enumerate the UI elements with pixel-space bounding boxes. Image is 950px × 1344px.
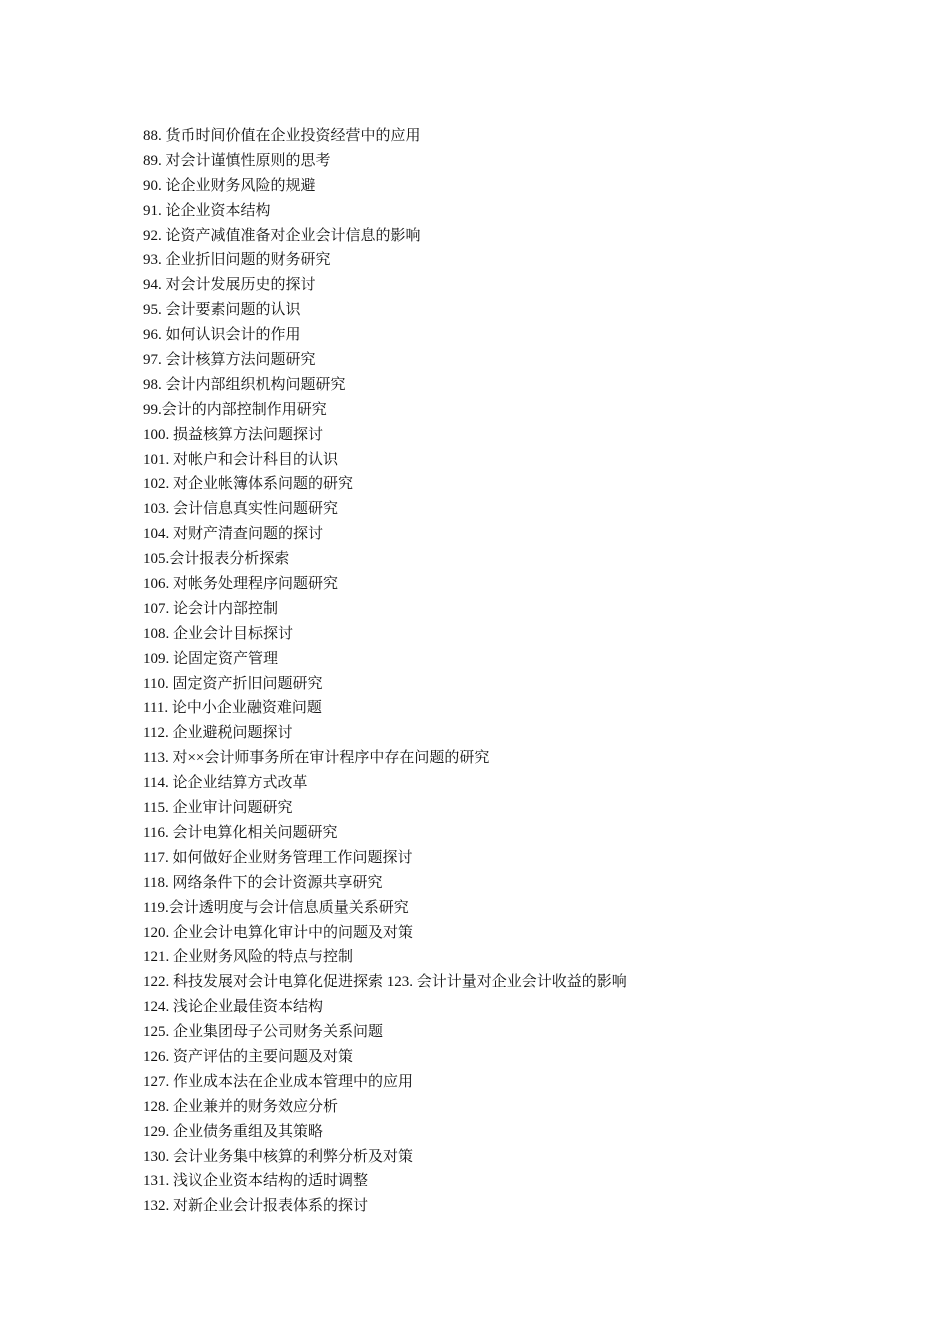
topic-line: 97. 会计核算方法问题研究 xyxy=(143,352,316,369)
topic-line: 88. 货币时间价值在企业投资经营中的应用 xyxy=(143,128,421,144)
topic-line: 131. 浅议企业资本结构的适时调整 xyxy=(143,1173,369,1190)
topic-line: 110. 固定资产折旧问题研究 xyxy=(143,675,323,692)
topic-line: 129. 企业债务重组及其策略 xyxy=(143,1123,324,1140)
topic-line: 105.会计报表分析探索 xyxy=(143,551,290,568)
topic-line: 89. 对会计谨慎性原则的思考 xyxy=(143,152,331,169)
topic-line: 100. 损益核算方法问题探讨 xyxy=(143,426,324,443)
topic-line: 104. 对财产清查问题的探讨 xyxy=(143,526,324,543)
topic-line: 90. 论企业财务风险的规避 xyxy=(143,177,316,194)
topic-line: 111. 论中小企业融资难问题 xyxy=(143,700,322,717)
topic-line: 102. 对企业帐簿体系问题的研究 xyxy=(143,476,354,493)
topic-line: 118. 网络条件下的会计资源共享研究 xyxy=(143,874,383,891)
topic-line: 103. 会计信息真实性问题研究 xyxy=(143,501,339,518)
topic-line: 127. 作业成本法在企业成本管理中的应用 xyxy=(143,1073,414,1090)
topic-line: 113. 对××会计师事务所在审计程序中存在问题的研究 xyxy=(143,750,490,767)
topic-line: 120. 企业会计电算化审计中的问题及对策 xyxy=(143,924,414,941)
topic-line: 96. 如何认识会计的作用 xyxy=(143,327,301,344)
topic-list xyxy=(143,124,627,1219)
topic-line: 114. 论企业结算方式改革 xyxy=(143,775,308,792)
topic-line: 95. 会计要素问题的认识 xyxy=(143,302,301,319)
topic-line: 108. 企业会计目标探讨 xyxy=(143,625,294,642)
topic-line: 117. 如何做好企业财务管理工作问题探讨 xyxy=(143,849,413,866)
topic-line: 132. 对新企业会计报表体系的探讨 xyxy=(143,1198,369,1215)
topic-line: 116. 会计电算化相关问题研究 xyxy=(143,824,338,841)
topic-line: 107. 论会计内部控制 xyxy=(143,600,279,617)
topic-line: 94. 对会计发展历史的探讨 xyxy=(143,277,316,294)
topic-line: 130. 会计业务集中核算的利弊分析及对策 xyxy=(143,1148,414,1165)
topic-line: 124. 浅论企业最佳资本结构 xyxy=(143,999,324,1016)
topic-line: 115. 企业审计问题研究 xyxy=(143,800,293,817)
topic-line: 126. 资产评估的主要问题及对策 xyxy=(143,1048,354,1065)
topic-line: 122. 科技发展对会计电算化促进探索 123. 会计计量对企业会计收益的影响 xyxy=(143,974,627,991)
topic-line: 112. 企业避税问题探讨 xyxy=(143,725,293,742)
topic-line: 99.会计的内部控制作用研究 xyxy=(143,401,327,418)
topic-line: 119.会计透明度与会计信息质量关系研究 xyxy=(143,899,409,916)
topic-line: 121. 企业财务风险的特点与控制 xyxy=(143,949,354,966)
topic-line: 91. 论企业资本结构 xyxy=(143,202,271,219)
topic-line: 106. 对帐务处理程序问题研究 xyxy=(143,576,339,593)
topic-line: 109. 论固定资产管理 xyxy=(143,650,279,667)
topic-line: 125. 企业集团母子公司财务关系问题 xyxy=(143,1024,384,1041)
topic-line: 98. 会计内部组织机构问题研究 xyxy=(143,376,346,393)
topic-line: 92. 论资产减值准备对企业会计信息的影响 xyxy=(143,227,421,244)
topic-line: 128. 企业兼并的财务效应分析 xyxy=(143,1098,339,1115)
topic-line: 93. 企业折旧问题的财务研究 xyxy=(143,252,331,269)
topic-line: 101. 对帐户和会计科目的认识 xyxy=(143,451,339,468)
